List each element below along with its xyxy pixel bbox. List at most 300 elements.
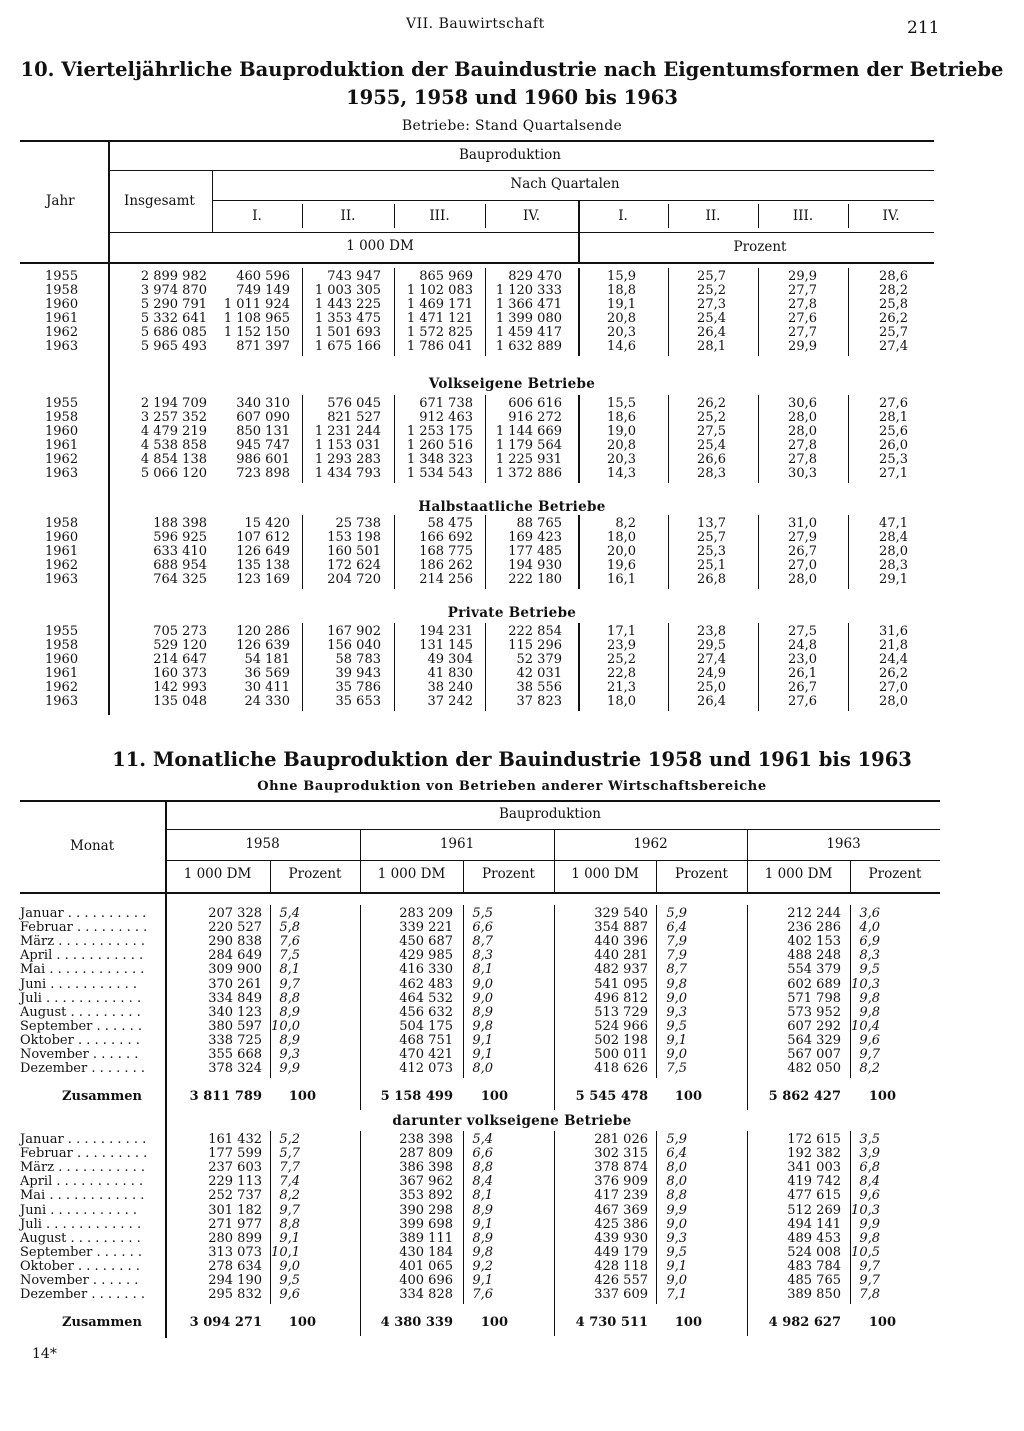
- value-cell-p1: 20,3: [607, 452, 636, 467]
- value-cell-p1: 15,5: [607, 396, 636, 411]
- month-label: März . . . . . . . . . . .: [20, 934, 146, 950]
- value-cell-pct1962: 9,8: [666, 976, 687, 992]
- value-cell-pct1963: 9,8: [859, 1230, 880, 1246]
- value-cell-p2: 27,4: [697, 652, 726, 667]
- value-cell-p1: 23,9: [607, 638, 636, 653]
- value-cell-pct1958: 5,4: [279, 906, 300, 921]
- year-cell: 1963: [45, 466, 79, 481]
- value-cell-dm1961: 430 184: [399, 1244, 453, 1260]
- value-cell-dm1961: 504 175: [399, 1018, 453, 1034]
- value-cell-p4: 27,6: [879, 396, 908, 411]
- value-cell-pct1963: 9,6: [859, 1188, 880, 1204]
- value-cell-pct1963: 9,6: [859, 1032, 880, 1048]
- unit-dm-header: 1 000 DM: [346, 238, 414, 254]
- value-cell-pct1962: 9,9: [666, 1202, 687, 1218]
- value-cell-pct1958: 8,9: [279, 1004, 300, 1020]
- value-cell-q2: 172 624: [327, 558, 381, 573]
- value-cell-p1: 18,0: [607, 530, 636, 545]
- value-cell-p1: 18,0: [607, 694, 636, 709]
- value-cell-insgesamt: 4 479 219: [140, 424, 207, 439]
- value-cell-pct1958: 7,7: [279, 1160, 300, 1176]
- unit-pct-header: Prozent: [733, 239, 787, 255]
- value-cell-pct1958: 10,1: [271, 1244, 300, 1260]
- value-cell-dm1958: 177 599: [208, 1146, 262, 1162]
- value-cell-q4: 1 459 417: [495, 325, 562, 340]
- month-label: Juni . . . . . . . . . . .: [20, 976, 138, 992]
- value-cell-p2: 25,7: [697, 269, 726, 284]
- value-cell-pct1958: 8,2: [279, 1188, 300, 1204]
- value-cell-pct1963: 3,6: [859, 906, 880, 921]
- pct-1963-header: Prozent: [868, 866, 922, 882]
- total-cell: 100: [288, 1315, 316, 1330]
- value-cell-dm1958: 295 832: [208, 1287, 262, 1303]
- value-cell-q1: 36 569: [244, 666, 290, 681]
- value-cell-dm1963: 489 453: [787, 1230, 841, 1246]
- q2-pct-header: II.: [705, 208, 721, 224]
- value-cell-pct1963: 9,7: [859, 1258, 880, 1274]
- value-cell-p1: 18,8: [607, 283, 636, 298]
- page-number: 211: [907, 18, 940, 38]
- t11-bauproduktion-header: Bauproduktion: [499, 806, 601, 822]
- value-cell-dm1958: 280 899: [208, 1230, 262, 1246]
- value-cell-q2: 204 720: [327, 572, 381, 587]
- value-cell-pct1962: 9,1: [666, 1032, 687, 1048]
- value-cell-p3: 26,1: [788, 666, 817, 681]
- value-cell-dm1962: 428 118: [594, 1258, 648, 1274]
- value-cell-q4: 52 379: [516, 652, 562, 667]
- value-cell-dm1963: 477 615: [787, 1188, 841, 1204]
- value-cell-pct1962: 7,1: [666, 1287, 687, 1303]
- month-label: Mai . . . . . . . . . . . .: [20, 1188, 145, 1204]
- value-cell-q3: 1 253 175: [406, 424, 473, 439]
- value-cell-dm1963: 172 615: [787, 1132, 841, 1147]
- year-cell: 1958: [45, 283, 79, 298]
- value-cell-q2: 35 786: [335, 680, 381, 695]
- value-cell-q4: 1 120 333: [495, 283, 562, 298]
- value-cell-dm1962: 337 609: [594, 1287, 648, 1303]
- year-cell: 1962: [45, 558, 79, 573]
- value-cell-p4: 25,6: [879, 424, 908, 439]
- value-cell-dm1963: 389 850: [787, 1287, 841, 1303]
- value-cell-p4: 28,4: [879, 530, 908, 545]
- value-cell-p2: 24,9: [697, 666, 726, 681]
- value-cell-q3: 38 240: [427, 680, 473, 695]
- value-cell-dm1962: 513 729: [594, 1004, 648, 1020]
- value-cell-dm1963: 494 141: [787, 1216, 841, 1232]
- year-cell: 1961: [45, 544, 79, 559]
- value-cell-p4: 26,0: [879, 438, 908, 453]
- value-cell-pct1962: 8,8: [666, 1188, 687, 1204]
- value-cell-q1: 871 397: [236, 339, 290, 354]
- value-cell-p4: 28,6: [879, 269, 908, 284]
- month-label: Februar . . . . . . . . .: [20, 920, 148, 936]
- bauproduktion-header: Bauproduktion: [459, 147, 561, 163]
- value-cell-q2: 156 040: [327, 638, 381, 653]
- value-cell-dm1958: 309 900: [208, 962, 262, 978]
- value-cell-p3: 27,5: [788, 624, 817, 639]
- value-cell-q1: 1 011 924: [223, 297, 290, 312]
- value-cell-q2: 160 501: [327, 544, 381, 559]
- value-cell-dm1961: 412 073: [399, 1061, 453, 1077]
- value-cell-dm1963: 524 008: [787, 1244, 841, 1260]
- value-cell-dm1962: 426 557: [594, 1273, 648, 1288]
- value-cell-p1: 14,3: [607, 466, 636, 481]
- value-cell-q1: 15 420: [244, 516, 290, 531]
- year-1963-header: 1963: [826, 836, 861, 852]
- year-1961-header: 1961: [439, 836, 475, 852]
- value-cell-q2: 743 947: [327, 269, 381, 284]
- jahr-header: Jahr: [46, 193, 75, 209]
- value-cell-q1: 135 138: [236, 558, 290, 573]
- value-cell-dm1961: 339 221: [399, 920, 453, 936]
- value-cell-p3: 29,9: [788, 269, 817, 284]
- value-cell-pct1962: 9,1: [666, 1258, 687, 1274]
- value-cell-pct1962: 5,9: [666, 1132, 687, 1147]
- value-cell-p1: 14,6: [607, 339, 636, 354]
- total-cell: 100: [480, 1315, 508, 1330]
- value-cell-dm1958: 340 123: [208, 1004, 262, 1020]
- value-cell-pct1961: 5,5: [472, 906, 493, 921]
- value-cell-dm1958: 252 737: [208, 1188, 262, 1204]
- value-cell-q4: 1 144 669: [495, 424, 562, 439]
- year-cell: 1955: [45, 624, 79, 639]
- value-cell-q3: 1 348 323: [406, 452, 473, 467]
- footer-signature-mark: 14*: [32, 1346, 57, 1362]
- value-cell-q4: 38 556: [516, 680, 562, 695]
- value-cell-pct1958: 7,4: [279, 1174, 300, 1190]
- total-cell: 100: [288, 1089, 316, 1104]
- value-cell-p2: 13,7: [697, 516, 726, 531]
- value-cell-q3: 41 830: [427, 666, 473, 681]
- year-cell: 1961: [45, 311, 79, 326]
- value-cell-dm1961: 401 065: [399, 1258, 453, 1274]
- value-cell-dm1963: 488 248: [787, 948, 841, 964]
- year-cell: 1961: [45, 438, 79, 453]
- value-cell-p2: 26,6: [697, 452, 726, 467]
- pct-1962-header: Prozent: [675, 866, 728, 882]
- total-cell: 100: [868, 1315, 896, 1330]
- value-cell-p2: 25,1: [697, 558, 726, 573]
- q3-pct-header: III.: [792, 208, 814, 224]
- value-cell-q2: 1 231 244: [314, 424, 381, 439]
- value-cell-dm1961: 353 892: [399, 1188, 453, 1204]
- value-cell-q4: 1 225 931: [495, 452, 562, 467]
- value-cell-pct1963: 8,2: [859, 1061, 880, 1077]
- year-cell: 1958: [45, 410, 79, 425]
- q3-dm-header: III.: [429, 208, 450, 224]
- value-cell-pct1961: 8,9: [472, 1202, 493, 1218]
- value-cell-p1: 18,6: [607, 410, 636, 425]
- month-label: August . . . . . . . . .: [20, 1230, 141, 1246]
- value-cell-dm1962: 378 874: [594, 1160, 648, 1176]
- value-cell-q1: 126 639: [236, 638, 290, 653]
- value-cell-q4: 177 485: [508, 544, 562, 559]
- value-cell-pct1961: 8,4: [472, 1174, 493, 1190]
- value-cell-pct1963: 10,4: [851, 1018, 880, 1034]
- value-cell-pct1962: 6,4: [666, 1146, 687, 1162]
- value-cell-insgesamt: 4 538 858: [140, 438, 207, 453]
- value-cell-q1: 607 090: [236, 410, 290, 425]
- value-cell-pct1961: 9,0: [472, 990, 493, 1006]
- value-cell-dm1963: 482 050: [787, 1061, 841, 1077]
- year-cell: 1963: [45, 572, 79, 587]
- value-cell-q2: 39 943: [335, 666, 381, 681]
- value-cell-insgesamt: 705 273: [153, 624, 207, 639]
- month-label: November . . . . . .: [20, 1273, 139, 1288]
- value-cell-p1: 8,2: [615, 516, 636, 531]
- value-cell-q4: 222 180: [508, 572, 562, 587]
- value-cell-pct1958: 9,0: [279, 1258, 300, 1274]
- value-cell-dm1958: 378 324: [208, 1061, 262, 1077]
- value-cell-pct1958: 5,2: [279, 1132, 300, 1147]
- value-cell-pct1961: 8,1: [472, 1188, 493, 1204]
- value-cell-pct1963: 4,0: [859, 920, 880, 936]
- value-cell-pct1958: 8,1: [279, 962, 300, 978]
- value-cell-p2: 26,8: [697, 572, 726, 587]
- value-cell-insgesamt: 596 925: [153, 530, 207, 545]
- value-cell-insgesamt: 633 410: [153, 544, 207, 559]
- total-cell: 100: [868, 1089, 896, 1104]
- value-cell-dm1961: 470 421: [399, 1047, 453, 1062]
- value-cell-pct1963: 9,8: [859, 1004, 880, 1020]
- value-cell-p3: 27,6: [788, 311, 817, 326]
- value-cell-pct1958: 9,5: [279, 1273, 300, 1288]
- value-cell-pct1961: 9,8: [472, 1018, 493, 1034]
- value-cell-p4: 26,2: [879, 311, 908, 326]
- value-cell-dm1963: 554 379: [787, 962, 841, 978]
- value-cell-q3: 168 775: [419, 544, 473, 559]
- year-cell: 1955: [45, 396, 79, 411]
- value-cell-pct1962: 8,0: [666, 1174, 687, 1190]
- value-cell-dm1963: 419 742: [787, 1174, 841, 1190]
- year-cell: 1962: [45, 452, 79, 467]
- value-cell-q4: 169 423: [508, 530, 562, 545]
- value-cell-dm1962: 417 239: [594, 1188, 648, 1204]
- value-cell-dm1962: 376 909: [594, 1174, 648, 1190]
- year-cell: 1960: [45, 297, 79, 312]
- value-cell-pct1962: 8,7: [666, 962, 687, 978]
- value-cell-q1: 945 747: [236, 438, 290, 453]
- month-label: September . . . . . .: [20, 1244, 142, 1260]
- value-cell-p2: 26,4: [697, 325, 726, 340]
- value-cell-p1: 22,8: [607, 666, 636, 681]
- year-cell: 1958: [45, 638, 79, 653]
- value-cell-p3: 27,7: [788, 283, 817, 298]
- value-cell-pct1962: 9,0: [666, 990, 687, 1006]
- value-cell-q2: 576 045: [327, 396, 381, 411]
- value-cell-p3: 30,6: [788, 396, 817, 411]
- value-cell-pct1961: 8,0: [472, 1061, 493, 1077]
- value-cell-dm1961: 399 698: [399, 1216, 453, 1232]
- value-cell-p3: 27,8: [788, 297, 817, 312]
- value-cell-dm1963: 571 798: [787, 990, 841, 1006]
- value-cell-dm1962: 440 396: [594, 934, 648, 950]
- value-cell-p1: 20,8: [607, 311, 636, 326]
- value-cell-p2: 25,3: [697, 544, 726, 559]
- value-cell-dm1961: 238 398: [399, 1132, 453, 1147]
- value-cell-q1: 120 286: [236, 624, 290, 639]
- value-cell-pct1962: 7,9: [666, 934, 687, 950]
- value-cell-p3: 28,0: [788, 572, 817, 587]
- value-cell-pct1961: 9,1: [472, 1047, 493, 1062]
- value-cell-q2: 167 902: [327, 624, 381, 639]
- value-cell-dm1961: 450 687: [399, 934, 453, 950]
- value-cell-pct1962: 8,0: [666, 1160, 687, 1176]
- value-cell-insgesamt: 214 647: [153, 652, 207, 667]
- value-cell-dm1961: 334 828: [399, 1287, 453, 1303]
- value-cell-dm1958: 278 634: [208, 1258, 262, 1274]
- value-cell-pct1963: 6,9: [859, 934, 880, 950]
- value-cell-dm1961: 400 696: [399, 1273, 453, 1288]
- value-cell-p1: 20,8: [607, 438, 636, 453]
- value-cell-dm1958: 290 838: [208, 934, 262, 950]
- month-label: Januar . . . . . . . . . .: [20, 1132, 147, 1147]
- section-label: darunter volkseigene Betriebe: [392, 1113, 632, 1129]
- value-cell-pct1958: 5,8: [279, 920, 300, 936]
- table11-subtitle: Ohne Bauproduktion von Betrieben anderer Wirtschaftsbereiche: [257, 779, 767, 794]
- value-cell-dm1961: 464 532: [399, 990, 453, 1006]
- value-cell-dm1958: 334 849: [208, 990, 262, 1006]
- value-cell-p3: 27,0: [788, 558, 817, 573]
- value-cell-q4: 1 366 471: [495, 297, 562, 312]
- value-cell-dm1963: 236 286: [787, 920, 841, 936]
- value-cell-insgesamt: 529 120: [153, 638, 207, 653]
- value-cell-dm1963: 567 007: [787, 1047, 841, 1062]
- value-cell-dm1963: 212 244: [787, 906, 841, 921]
- value-cell-pct1958: 9,7: [279, 976, 300, 992]
- value-cell-p4: 28,2: [879, 283, 908, 298]
- value-cell-pct1958: 9,3: [279, 1047, 300, 1062]
- year-1962-header: 1962: [633, 836, 668, 852]
- value-cell-pct1958: 8,9: [279, 1032, 300, 1048]
- month-label: April . . . . . . . . . . .: [20, 1174, 144, 1190]
- value-cell-q2: 821 527: [327, 410, 381, 425]
- value-cell-p1: 21,3: [607, 680, 636, 695]
- value-cell-q3: 214 256: [419, 572, 473, 587]
- value-cell-q4: 1 399 080: [495, 311, 562, 326]
- value-cell-p2: 25,2: [697, 410, 726, 425]
- value-cell-p3: 29,9: [788, 339, 817, 354]
- value-cell-q2: 1 353 475: [314, 311, 381, 326]
- value-cell-p4: 47,1: [879, 516, 908, 531]
- value-cell-dm1962: 524 966: [594, 1018, 648, 1034]
- value-cell-pct1961: 9,2: [472, 1258, 493, 1274]
- value-cell-p3: 28,0: [788, 410, 817, 425]
- value-cell-q2: 1 153 031: [314, 438, 381, 453]
- value-cell-p4: 27,4: [879, 339, 908, 354]
- value-cell-p1: 17,1: [607, 624, 636, 639]
- total-cell: 100: [480, 1089, 508, 1104]
- value-cell-p3: 30,3: [788, 466, 817, 481]
- value-cell-dm1961: 456 632: [399, 1004, 453, 1020]
- value-cell-pct1962: 9,0: [666, 1047, 687, 1062]
- value-cell-p2: 27,5: [697, 424, 726, 439]
- value-cell-dm1958: 294 190: [208, 1273, 262, 1288]
- value-cell-p2: 23,8: [697, 624, 726, 639]
- value-cell-pct1961: 9,1: [472, 1032, 493, 1048]
- value-cell-q2: 153 198: [327, 530, 381, 545]
- value-cell-insgesamt: 160 373: [153, 666, 207, 681]
- value-cell-q3: 186 262: [419, 558, 473, 573]
- value-cell-q3: 912 463: [419, 410, 473, 425]
- value-cell-p4: 25,3: [879, 452, 908, 467]
- month-label: Juni . . . . . . . . . . .: [20, 1202, 138, 1218]
- value-cell-q4: 606 616: [508, 396, 562, 411]
- value-cell-insgesamt: 188 398: [153, 516, 207, 531]
- value-cell-q3: 1 786 041: [406, 339, 473, 354]
- value-cell-p4: 26,2: [879, 666, 908, 681]
- total-cell: 100: [674, 1089, 702, 1104]
- value-cell-insgesamt: 3 974 870: [140, 283, 207, 298]
- value-cell-q3: 1 572 825: [406, 325, 473, 340]
- value-cell-pct1961: 9,1: [472, 1216, 493, 1232]
- insgesamt-header: Insgesamt: [124, 193, 195, 209]
- value-cell-dm1962: 418 626: [594, 1061, 648, 1077]
- pct-1958-header: Prozent: [288, 866, 342, 882]
- value-cell-q1: 107 612: [236, 530, 290, 545]
- value-cell-p1: 16,1: [607, 572, 636, 587]
- value-cell-dm1958: 301 182: [208, 1202, 262, 1218]
- value-cell-p4: 31,6: [879, 624, 908, 639]
- value-cell-p3: 28,0: [788, 424, 817, 439]
- dm-1962-header: 1 000 DM: [571, 866, 639, 882]
- value-cell-p2: 28,3: [697, 466, 726, 481]
- value-cell-q2: 1 293 283: [314, 452, 381, 467]
- value-cell-q3: 49 304: [427, 652, 473, 667]
- value-cell-q1: 1 108 965: [223, 311, 290, 326]
- month-label: Oktober . . . . . . . .: [20, 1032, 140, 1048]
- value-cell-pct1963: 8,4: [859, 1174, 880, 1190]
- value-cell-pct1963: 7,8: [859, 1287, 880, 1303]
- value-cell-q3: 166 692: [419, 530, 473, 545]
- year-cell: 1958: [45, 516, 79, 531]
- value-cell-pct1962: 7,9: [666, 948, 687, 964]
- value-cell-dm1961: 390 298: [399, 1202, 453, 1218]
- value-cell-q4: 42 031: [516, 666, 562, 681]
- value-cell-q1: 24 330: [244, 694, 290, 709]
- value-cell-p3: 26,7: [788, 544, 817, 559]
- value-cell-insgesamt: 764 325: [153, 572, 207, 587]
- value-cell-p1: 15,9: [607, 269, 636, 284]
- value-cell-pct1958: 9,6: [279, 1287, 300, 1303]
- value-cell-pct1962: 9,0: [666, 1273, 687, 1288]
- chapter-heading: VII. Bauwirtschaft: [406, 16, 545, 32]
- value-cell-p3: 26,7: [788, 680, 817, 695]
- table10-title: 10. Vierteljährliche Bauproduktion der Bauindustrie nach Eigentumsformen der Betriebe: [20, 58, 1004, 81]
- value-cell-q3: 1 102 083: [406, 283, 473, 298]
- year-cell: 1961: [45, 666, 79, 681]
- value-cell-insgesamt: 135 048: [153, 694, 207, 709]
- value-cell-p2: 25,7: [697, 530, 726, 545]
- value-cell-dm1963: 341 003: [787, 1160, 841, 1176]
- value-cell-pct1962: 9,0: [666, 1216, 687, 1232]
- value-cell-insgesamt: 2 194 709: [140, 396, 207, 411]
- value-cell-p4: 21,8: [879, 638, 908, 653]
- value-cell-p3: 27,7: [788, 325, 817, 340]
- value-cell-pct1958: 7,6: [279, 934, 300, 950]
- value-cell-q4: 88 765: [516, 516, 562, 531]
- value-cell-p2: 26,2: [697, 396, 726, 411]
- value-cell-p4: 24,4: [879, 652, 908, 667]
- value-cell-dm1961: 389 111: [399, 1230, 453, 1246]
- value-cell-insgesamt: 2 899 982: [140, 269, 207, 284]
- value-cell-dm1962: 440 281: [594, 948, 648, 964]
- value-cell-p4: 27,1: [879, 466, 908, 481]
- month-label: August . . . . . . . . .: [20, 1004, 141, 1020]
- q2-dm-header: II.: [340, 208, 356, 224]
- value-cell-dm1962: 354 887: [594, 920, 648, 936]
- month-label: Oktober . . . . . . . .: [20, 1258, 140, 1274]
